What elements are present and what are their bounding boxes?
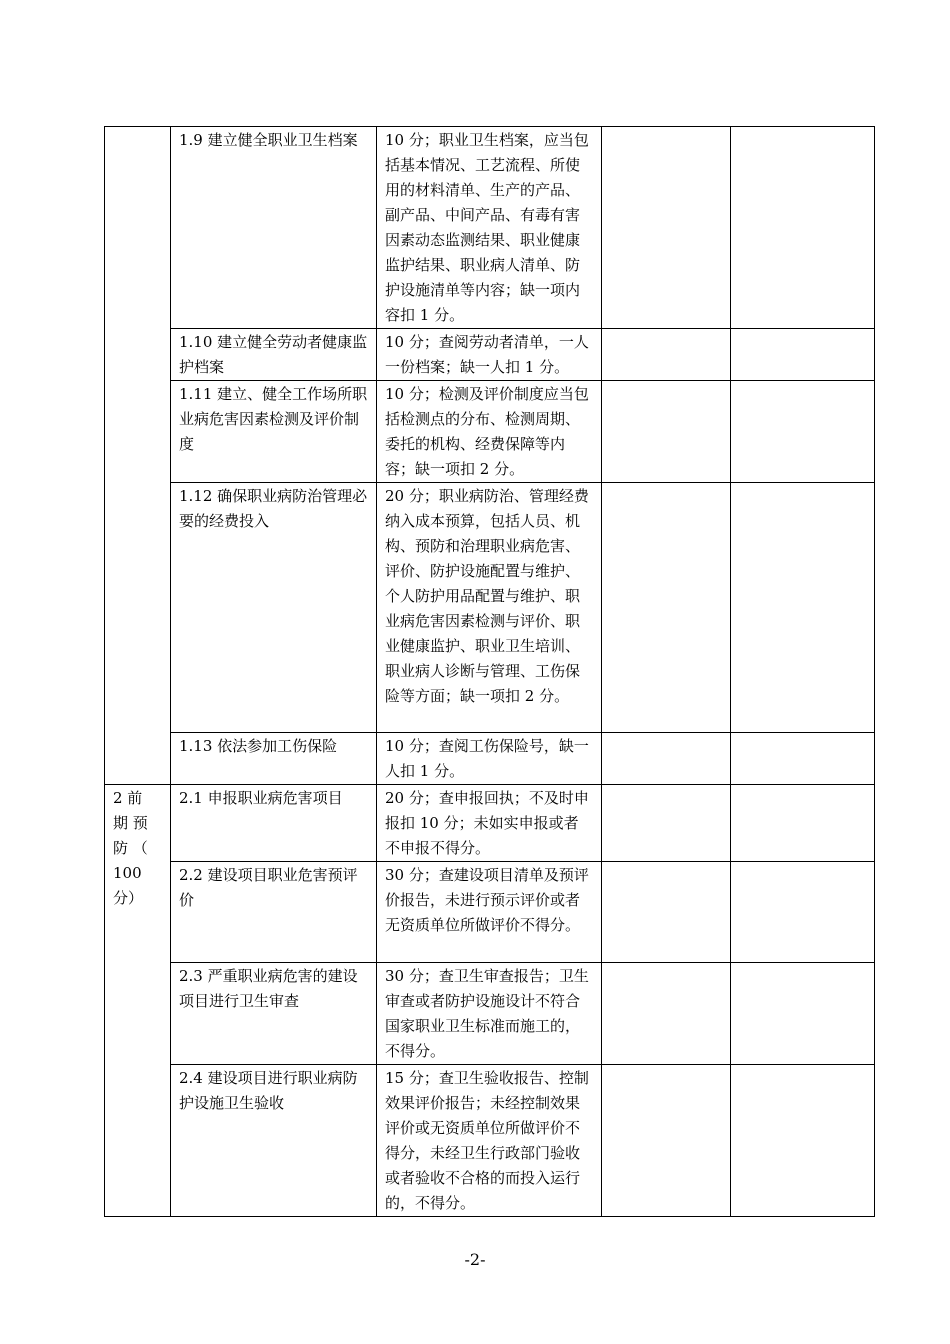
- table-row: [105, 785, 875, 862]
- score-cell: [602, 381, 731, 483]
- table-row: [105, 1065, 875, 1217]
- remark-cell: [731, 381, 875, 483]
- score-cell: [602, 329, 731, 381]
- page-number: -2-: [464, 1250, 486, 1269]
- remark-cell: [731, 733, 875, 785]
- table-row: [105, 381, 875, 483]
- table-row: [105, 862, 875, 963]
- remark-cell: [731, 862, 875, 963]
- remark-cell: [731, 483, 875, 733]
- score-cell: [602, 733, 731, 785]
- item-cell: 1.11 建立、健全工作场所职业病危害因素检测及评价制度: [171, 381, 377, 483]
- item-cell: 1.10 建立健全劳动者健康监护档案: [171, 329, 377, 381]
- criteria-cell: 10 分；检测及评价制度应当包括检测点的分布、检测周期、委托的机构、经费保障等内容；缺一项扣 2 分。: [377, 381, 602, 483]
- item-cell: 1.12 确保职业病防治管理必要的经费投入: [171, 483, 377, 733]
- criteria-cell: 20 分；职业病防治、管理经费纳入成本预算，包括人员、机构、预防和治理职业病危害、评价、防护设施配置与维护、个人防护用品配置与维护、职业病危害因素检测与评价、职业健康监护、职业卫生培训、职业病人诊断与管理、工伤保险等方面；缺一项扣 2 分。: [377, 483, 602, 733]
- remark-cell: [731, 963, 875, 1065]
- table-row: [105, 733, 875, 785]
- criteria-cell: 10 分；职业卫生档案，应当包括基本情况、工艺流程、所使用的材料清单、生产的产品、副产品、中间产品、有毒有害因素动态监测结果、职业健康监护结果、职业病人清单、防护设施清单等内容；缺一项内容扣 1 分。: [377, 127, 602, 329]
- score-cell: [602, 963, 731, 1065]
- evaluation-table: [104, 126, 875, 1217]
- category-cell-1: [105, 127, 171, 785]
- category-cell-2: 2 前 期 预 防 （ 100 分）: [105, 785, 171, 1217]
- criteria-cell: 10 分；查阅工伤保险号，缺一人扣 1 分。: [377, 733, 602, 785]
- item-cell: 2.1 申报职业病危害项目: [171, 785, 377, 862]
- criteria-cell: 30 分；查卫生审查报告；卫生审查或者防护设施设计不符合国家职业卫生标准而施工的，不得分。: [377, 963, 602, 1065]
- table-row: [105, 329, 875, 381]
- score-cell: [602, 127, 731, 329]
- item-cell: 1.9 建立健全职业卫生档案: [171, 127, 377, 329]
- table-row: [105, 963, 875, 1065]
- criteria-cell: 30 分；查建设项目清单及预评价报告，未进行预示评价或者无资质单位所做评价不得分。: [377, 862, 602, 963]
- remark-cell: [731, 785, 875, 862]
- criteria-cell: 15 分；查卫生验收报告、控制效果评价报告；未经控制效果评价或无资质单位所做评价不得分，未经卫生行政部门验收或者验收不合格的而投入运行的，不得分。: [377, 1065, 602, 1217]
- item-cell: 2.2 建设项目职业危害预评价: [171, 862, 377, 963]
- score-cell: [602, 862, 731, 963]
- score-cell: [602, 483, 731, 733]
- remark-cell: [731, 329, 875, 381]
- remark-cell: [731, 1065, 875, 1217]
- criteria-cell: 10 分；查阅劳动者清单，一人一份档案；缺一人扣 1 分。: [377, 329, 602, 381]
- item-cell: 2.4 建设项目进行职业病防护设施卫生验收: [171, 1065, 377, 1217]
- table-row: [105, 127, 875, 329]
- item-cell: 2.3 严重职业病危害的建设项目进行卫生审查: [171, 963, 377, 1065]
- item-cell: 1.13 依法参加工伤保险: [171, 733, 377, 785]
- score-cell: [602, 785, 731, 862]
- table-row: [105, 483, 875, 733]
- score-cell: [602, 1065, 731, 1217]
- criteria-cell: 20 分；查申报回执；不及时申报扣 10 分；未如实申报或者不申报不得分。: [377, 785, 602, 862]
- remark-cell: [731, 127, 875, 329]
